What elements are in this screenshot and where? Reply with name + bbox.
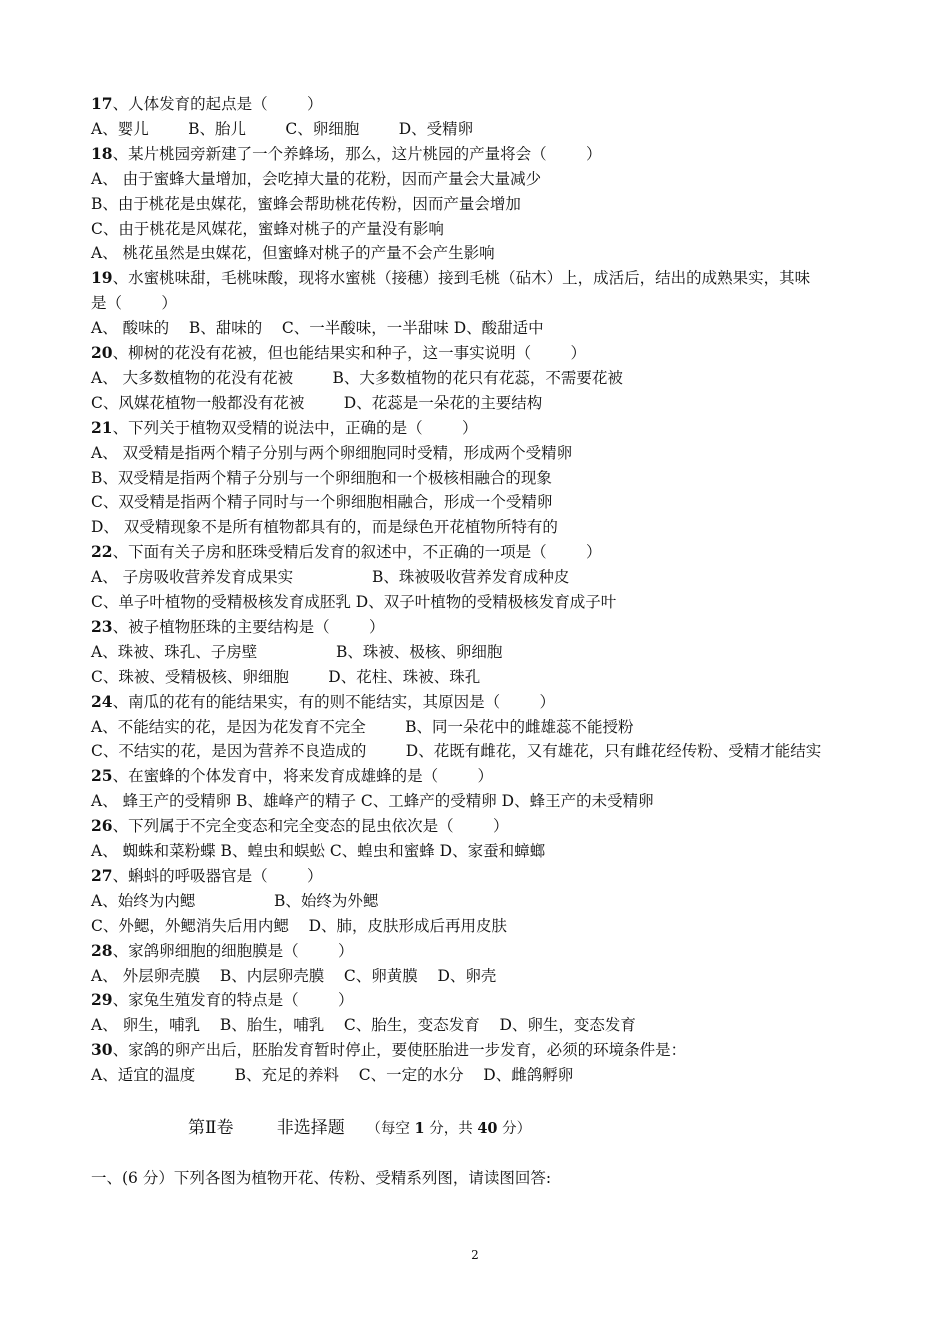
question-number: 28 bbox=[91, 940, 113, 960]
answer-option-line: A、 桃花虽然是虫媒花，但蜜蜂对桃子的产量不会产生影响 bbox=[91, 244, 495, 263]
answer-option-line: A、 外层卵壳膜 B、内层卵壳膜 C、卵黄膜 D、卵壳 bbox=[91, 966, 497, 985]
answer-option-line: C、双受精是指两个精子同时与一个卵细胞相融合，形成一个受精卵 bbox=[91, 493, 553, 512]
answer-option-line: A、适宜的温度 B、充足的养料 C、一定的水分 D、雌鸽孵卵 bbox=[91, 1066, 574, 1085]
question-text: 、蝌蚪的呼吸器官是（ ） bbox=[112, 866, 323, 885]
answer-option-line: D、 双受精现象不是所有植物都具有的，而是绿色开花植物所特有的 bbox=[91, 518, 558, 537]
question-stem bbox=[91, 542, 602, 562]
question-number: 23 bbox=[91, 616, 113, 636]
question-number: 17 bbox=[91, 94, 113, 113]
answer-option-line: A、 蜘蛛和菜粉蝶 B、蝗虫和蜈蚣 C、蝗虫和蜜蜂 D、家蚕和蟑螂 bbox=[91, 842, 546, 860]
question-text: 、家鸽卵细胞的细胞膜是（ ） bbox=[112, 941, 354, 960]
answer-option-line: B、由于桃花是虫媒花，蜜蜂会帮助桃花传粉，因而产量会增加 bbox=[91, 194, 521, 213]
question-stem bbox=[91, 941, 354, 961]
question-stem bbox=[91, 816, 509, 836]
question-stem bbox=[91, 268, 810, 288]
question-stem bbox=[91, 990, 354, 1010]
answer-option-line: A、 大多数植物的花没有花被 B、大多数植物的花只有花蕊，不需要花被 bbox=[91, 368, 623, 387]
answer-option-line: B、双受精是指两个精子分别与一个卵细胞和一个极核相融合的现象 bbox=[91, 468, 552, 487]
question-stem bbox=[91, 766, 493, 786]
question-number: 30 bbox=[91, 1040, 113, 1060]
answer-option-line: C、外鳃，外鳃消失后用内鳃 D、肺，皮肤形成后再用皮肤 bbox=[91, 916, 507, 935]
section-heading bbox=[188, 1113, 531, 1138]
answer-option-line: A、 双受精是指两个精子分别与两个卵细胞同时受精，形成两个受精卵 bbox=[91, 443, 573, 462]
question-number: 25 bbox=[91, 766, 113, 786]
section-title: 第Ⅱ卷 非选择题 bbox=[188, 1118, 367, 1138]
question-text: 、在蜜蜂的个体发育中，将来发育成雄蜂的是（ ） bbox=[112, 767, 493, 786]
section-score-note: （每空 1 分，共 40 分） bbox=[366, 1120, 532, 1137]
question-text: 、水蜜桃味甜，毛桃味酸，现将水蜜桃（接穗）接到毛桃（砧木）上，成活后，结出的成熟果实，其味 bbox=[112, 269, 811, 288]
answer-option-line: C、珠被、受精极核、卵细胞 D、花柱、珠被、珠孔 bbox=[91, 667, 481, 686]
answer-option-line: C、风媒花植物一般都没有花被 D、花蕊是一朵花的主要结构 bbox=[91, 393, 543, 412]
question-text: 、被子植物胚珠的主要结构是（ ） bbox=[112, 617, 385, 636]
answer-option-line: C、单子叶植物的受精极核发育成胚乳 D、双子叶植物的受精极核发育成子叶 bbox=[91, 593, 617, 611]
question-text: 、某片桃园旁新建了一个养蜂场，那么，这片桃园的产量将会（ ） bbox=[112, 144, 602, 163]
question-stem bbox=[91, 692, 555, 712]
question-number: 24 bbox=[91, 691, 113, 711]
question-text: 、下列关于植物双受精的说法中，正确的是（ ） bbox=[112, 418, 478, 437]
question-number: 29 bbox=[91, 990, 113, 1010]
question-stem bbox=[91, 343, 586, 363]
question-text: 、人体发育的起点是（ ） bbox=[112, 95, 323, 113]
answer-option-line: A、 酸味的 B、甜味的 C、一半酸味，一半甜味 D、酸甜适中 bbox=[91, 319, 544, 338]
answer-option-line: A、 由于蜜蜂大量增加，会吃掉大量的花粉，因而产量会大量减少 bbox=[91, 169, 542, 188]
answer-option-line: A、 卵生，哺乳 B、胎生，哺乳 C、胎生，变态发育 D、卵生，变态发育 bbox=[91, 1016, 636, 1035]
answer-option-line: C、由于桃花是风媒花，蜜蜂对桃子的产量没有影响 bbox=[91, 219, 444, 238]
question-stem bbox=[91, 617, 385, 637]
sub-question-text: 一、(6 分）下列各图为植物开花、传粉、受精系列图，请读图回答: bbox=[91, 1169, 552, 1187]
question-text: 、下列属于不完全变态和完全变态的昆虫依次是（ ） bbox=[112, 817, 509, 836]
question-stem bbox=[91, 144, 602, 164]
answer-option-line: C、不结实的花，是因为营养不良造成的 D、花既有雌花，又有雄花，只有雌花经传粉、受精才能结实 bbox=[91, 742, 822, 761]
answer-option-line: A、始终为内鳃 B、始终为外鳃 bbox=[91, 891, 379, 910]
page-number: 2 bbox=[471, 1248, 479, 1262]
question-text: 、南瓜的花有的能结果实，有的则不能结实，其原因是（ ） bbox=[112, 692, 555, 711]
question-stem bbox=[91, 1040, 686, 1060]
answer-option-line: A、婴儿 B、胎儿 C、卵细胞 D、受精卵 bbox=[91, 119, 474, 138]
question-stem bbox=[91, 94, 323, 114]
question-stem bbox=[91, 418, 478, 438]
question-text: 、家鸽的卵产出后，胚胎发育暂时停止，要使胚胎进一步发育，必须的环境条件是： bbox=[112, 1041, 687, 1060]
answer-option-line: 是（ ） bbox=[91, 294, 177, 313]
answer-option-line: A、珠被、珠孔、子房壁 B、珠被、极核、卵细胞 bbox=[91, 642, 503, 661]
question-number: 27 bbox=[91, 865, 113, 885]
question-number: 20 bbox=[91, 343, 113, 362]
answer-option-line: A、不能结实的花，是因为花发育不完全 B、同一朵花中的雌雄蕊不能授粉 bbox=[91, 717, 634, 736]
question-number: 22 bbox=[91, 542, 113, 562]
question-number: 18 bbox=[91, 143, 113, 163]
question-number: 26 bbox=[91, 816, 113, 836]
question-text: 、家兔生殖发育的特点是（ ） bbox=[112, 991, 354, 1010]
question-number: 19 bbox=[91, 268, 113, 288]
question-number: 21 bbox=[91, 417, 113, 437]
answer-option-line: A、 蜂王产的受精卵 B、雄峰产的精子 C、工蜂产的受精卵 D、蜂王产的未受精卵 bbox=[91, 792, 654, 811]
question-text: 、下面有关子房和胚珠受精后发育的叙述中，不正确的一项是（ ） bbox=[112, 543, 602, 562]
answer-option-line: A、 子房吸收营养发育成果实 B、珠被吸收营养发育成种皮 bbox=[91, 568, 570, 587]
question-text: 、柳树的花没有花被，但也能结果实和种子，这一事实说明（ ） bbox=[112, 344, 586, 362]
question-stem bbox=[91, 866, 323, 886]
